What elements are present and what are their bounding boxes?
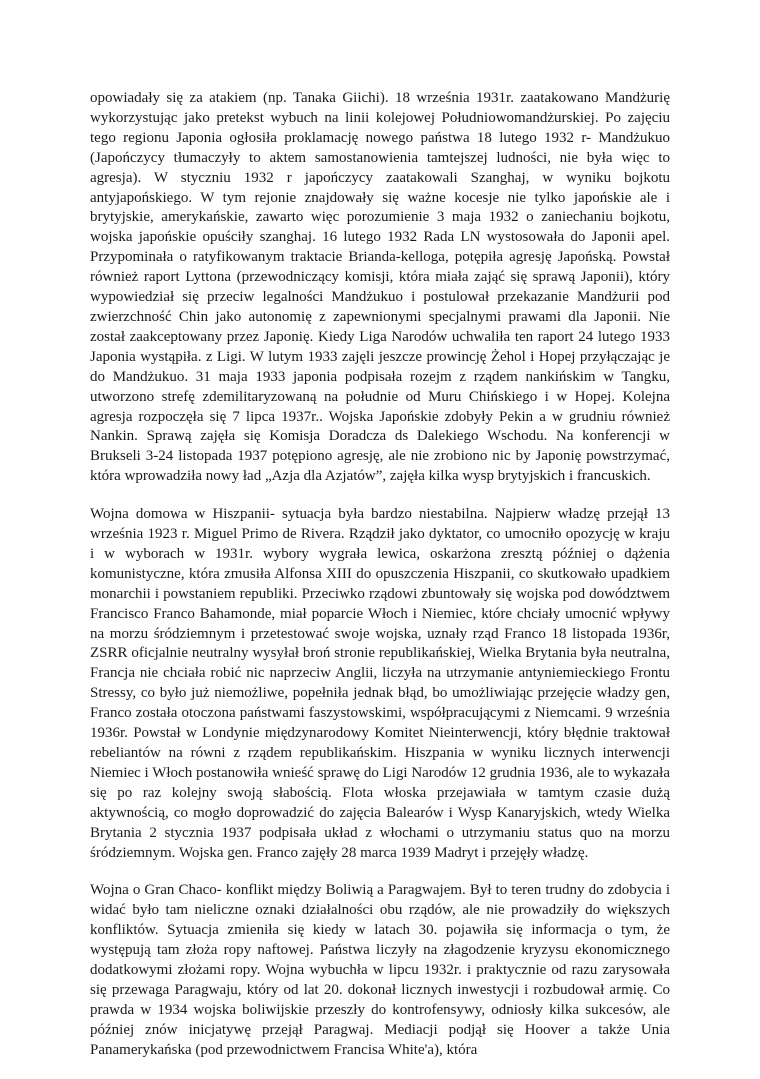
paragraph-chaco-war: Wojna o Gran Chaco- konflikt między Boliwią a Paragwajem. Był to teren trudny do zdobycia i widać było tam nieliczne oznaki działalności obu rządów, ale nie prowadziły do większych konfliktów. Sytuacja zmieniła się kiedy w latach 30. pojawiła się informacja o tym, że występują tam złoża ropy naftowej. Państwa liczyły na złagodzenie kryzysu ekonomicznego dodatkowymi złożami ropy. Wojna wybuchła w lipcu 1932r. i praktycznie od razu zarysowała się przewaga Paragwaju, który od lat 20. dokonał licznych inwestycji i rozbudował armię. Co prawda w 1934 wojska boliwijskie przeszły do kontrofensywy, odniosły kilka sukcesów, ale później znów inicjatywę przejął Paragwaj. Mediacji podjął się Hoover a także Unia Panamerykańska (pod przewodnictwem Francisa White'a), która [90,882,670,1058]
document-page [90,89,670,1079]
paragraph-spanish-civil-war: Wojna domowa w Hiszpanii- sytuacja była bardzo niestabilna. Najpierw władzę przejął 13 września 1923 r. Miguel Primo de Rivera. Rządził jako dyktator, co umocniło opozycję w kraju i w wyborach w 1931r. wybory wygrała lewica, oskarżona zresztą później o dążenia komunistyczne, która zmusiła Alfonsa XIII do opuszczenia Hiszpanii, co skutkowało upadkiem monarchii i powstaniem republiki. Przeciwko rządowi zbuntowały się wojska pod dowództwem Francisco Franco Bahamonde, miał poparcie Włoch i Niemiec, które chciały umocnić wpływy na morzu śródziemnym i przetestować swoje wojska, uznały rząd Franco 18 listopada 1936r, ZSRR oficjalnie neutralny wysyłał broń stronie republikańskiej, Wielka Brytania była neutralna, Francja nie chciała robić nic naprzeciw Anglii, liczyła na utrzymanie antyniemieckiego Frontu Stressy, co było już niemożliwe, popełniła jednak błąd, bo umożliwiając przejęcie władzy gen, Franco została otoczona państwami faszystowskimi, współpracującymi z Niemcami. 9 września 1936r. Powstał w Londynie międzynarodowy Komitet Nieinterwencji, który błędnie traktował rebeliantów na równi z rządem republikańskim. Hiszpania w wyniku licznych interwencji Niemiec i Włoch postanowiła wnieść sprawę do Ligi Narodów 12 grudnia 1936, ale to wykazała się po raz kolejny swoją słabością. Flota włoska przejawiała w tamtym czasie dużą aktywnością, co mogło doprowadzić do zajęcia Balearów i Wysp Kanaryjskich, wtedy Wielka Brytania 2 stycznia 1937 podpisała układ z włochami o utrzymaniu status quo na morzu śródziemnym. Wojska gen. Franco zajęły 28 marca 1939 Madryt i przejęły władzę. [90,506,670,861]
paragraph-japan-manchuria: opowiadały się za atakiem (np. Tanaka Giichi). 18 września 1931r. zaatakowano Mandżurię wykorzystując jako pretekst wybuch na linii kolejowej Południowomandżurskiej. Po zajęciu tego regionu Japonia ogłosiła proklamację nowego państwa 18 lutego 1932 r- Mandżukuo (Japończycy tłumaczyły to aktem samostanowienia tamtejszej ludności, nie była więc to agresja). W styczniu 1932 r japończycy zaatakowali Szanghaj, w wyniku bojkotu antyjapońskiego. W tym rejonie znajdowały się ważne kocesje nie tylko japońskie ale i brytyjskie, amerykańskie, zawarto więc porozumienie 3 maja 1932 o zaniechaniu bojkotu, wojska japońskie opuściły szanghaj. 16 lutego 1932 Rada LN wystosowała do Japonii apel. Przypominała o ratyfikowanym traktacie Brianda-kelloga, potępiła agresję Japońską. Powstał również raport Lyttona (przewodniczący komisji, która miała zająć się sprawą Japonii), który wypowiedział się przeciw legalności Mandżukuo i postulował przekazanie Mandżurii pod zwierzchność Chin jako autonomię z zapewnionymi specjalnymi prawami dla Japonii. Nie został zaakceptowany przez Japonię. Kiedy Liga Narodów uchwaliła ten raport 24 lutego 1933 Japonia wystąpiła. z Ligi. W lutym 1933 zajęli jeszcze prowincję Żehol i Hopej przyłączając je do Mandżukuo. 31 maja 1933 japonia podpisała rozejm z rządem nankińskim w Tangku, utworzono strefę zdemilitaryzowaną na południe od Muru Chińskiego i w Hopej. Kolejna agresja rozpoczęła się 7 lipca 1937r.. Wojska Japońskie zdobyły Pekin a w grudniu również Nankin. Sprawą zajęła się Komisja Doradcza ds Dalekiego Wschodu. Na konferencji w Brukseli 3-24 listopada 1937 potępiono agresję, ale nie zrobiono nic by Japonię powstrzymać, która wprowadziła nowy ład „Azja dla Azjatów”, zajęła kilka wysp brytyjskich i francuskich. [90,90,670,485]
